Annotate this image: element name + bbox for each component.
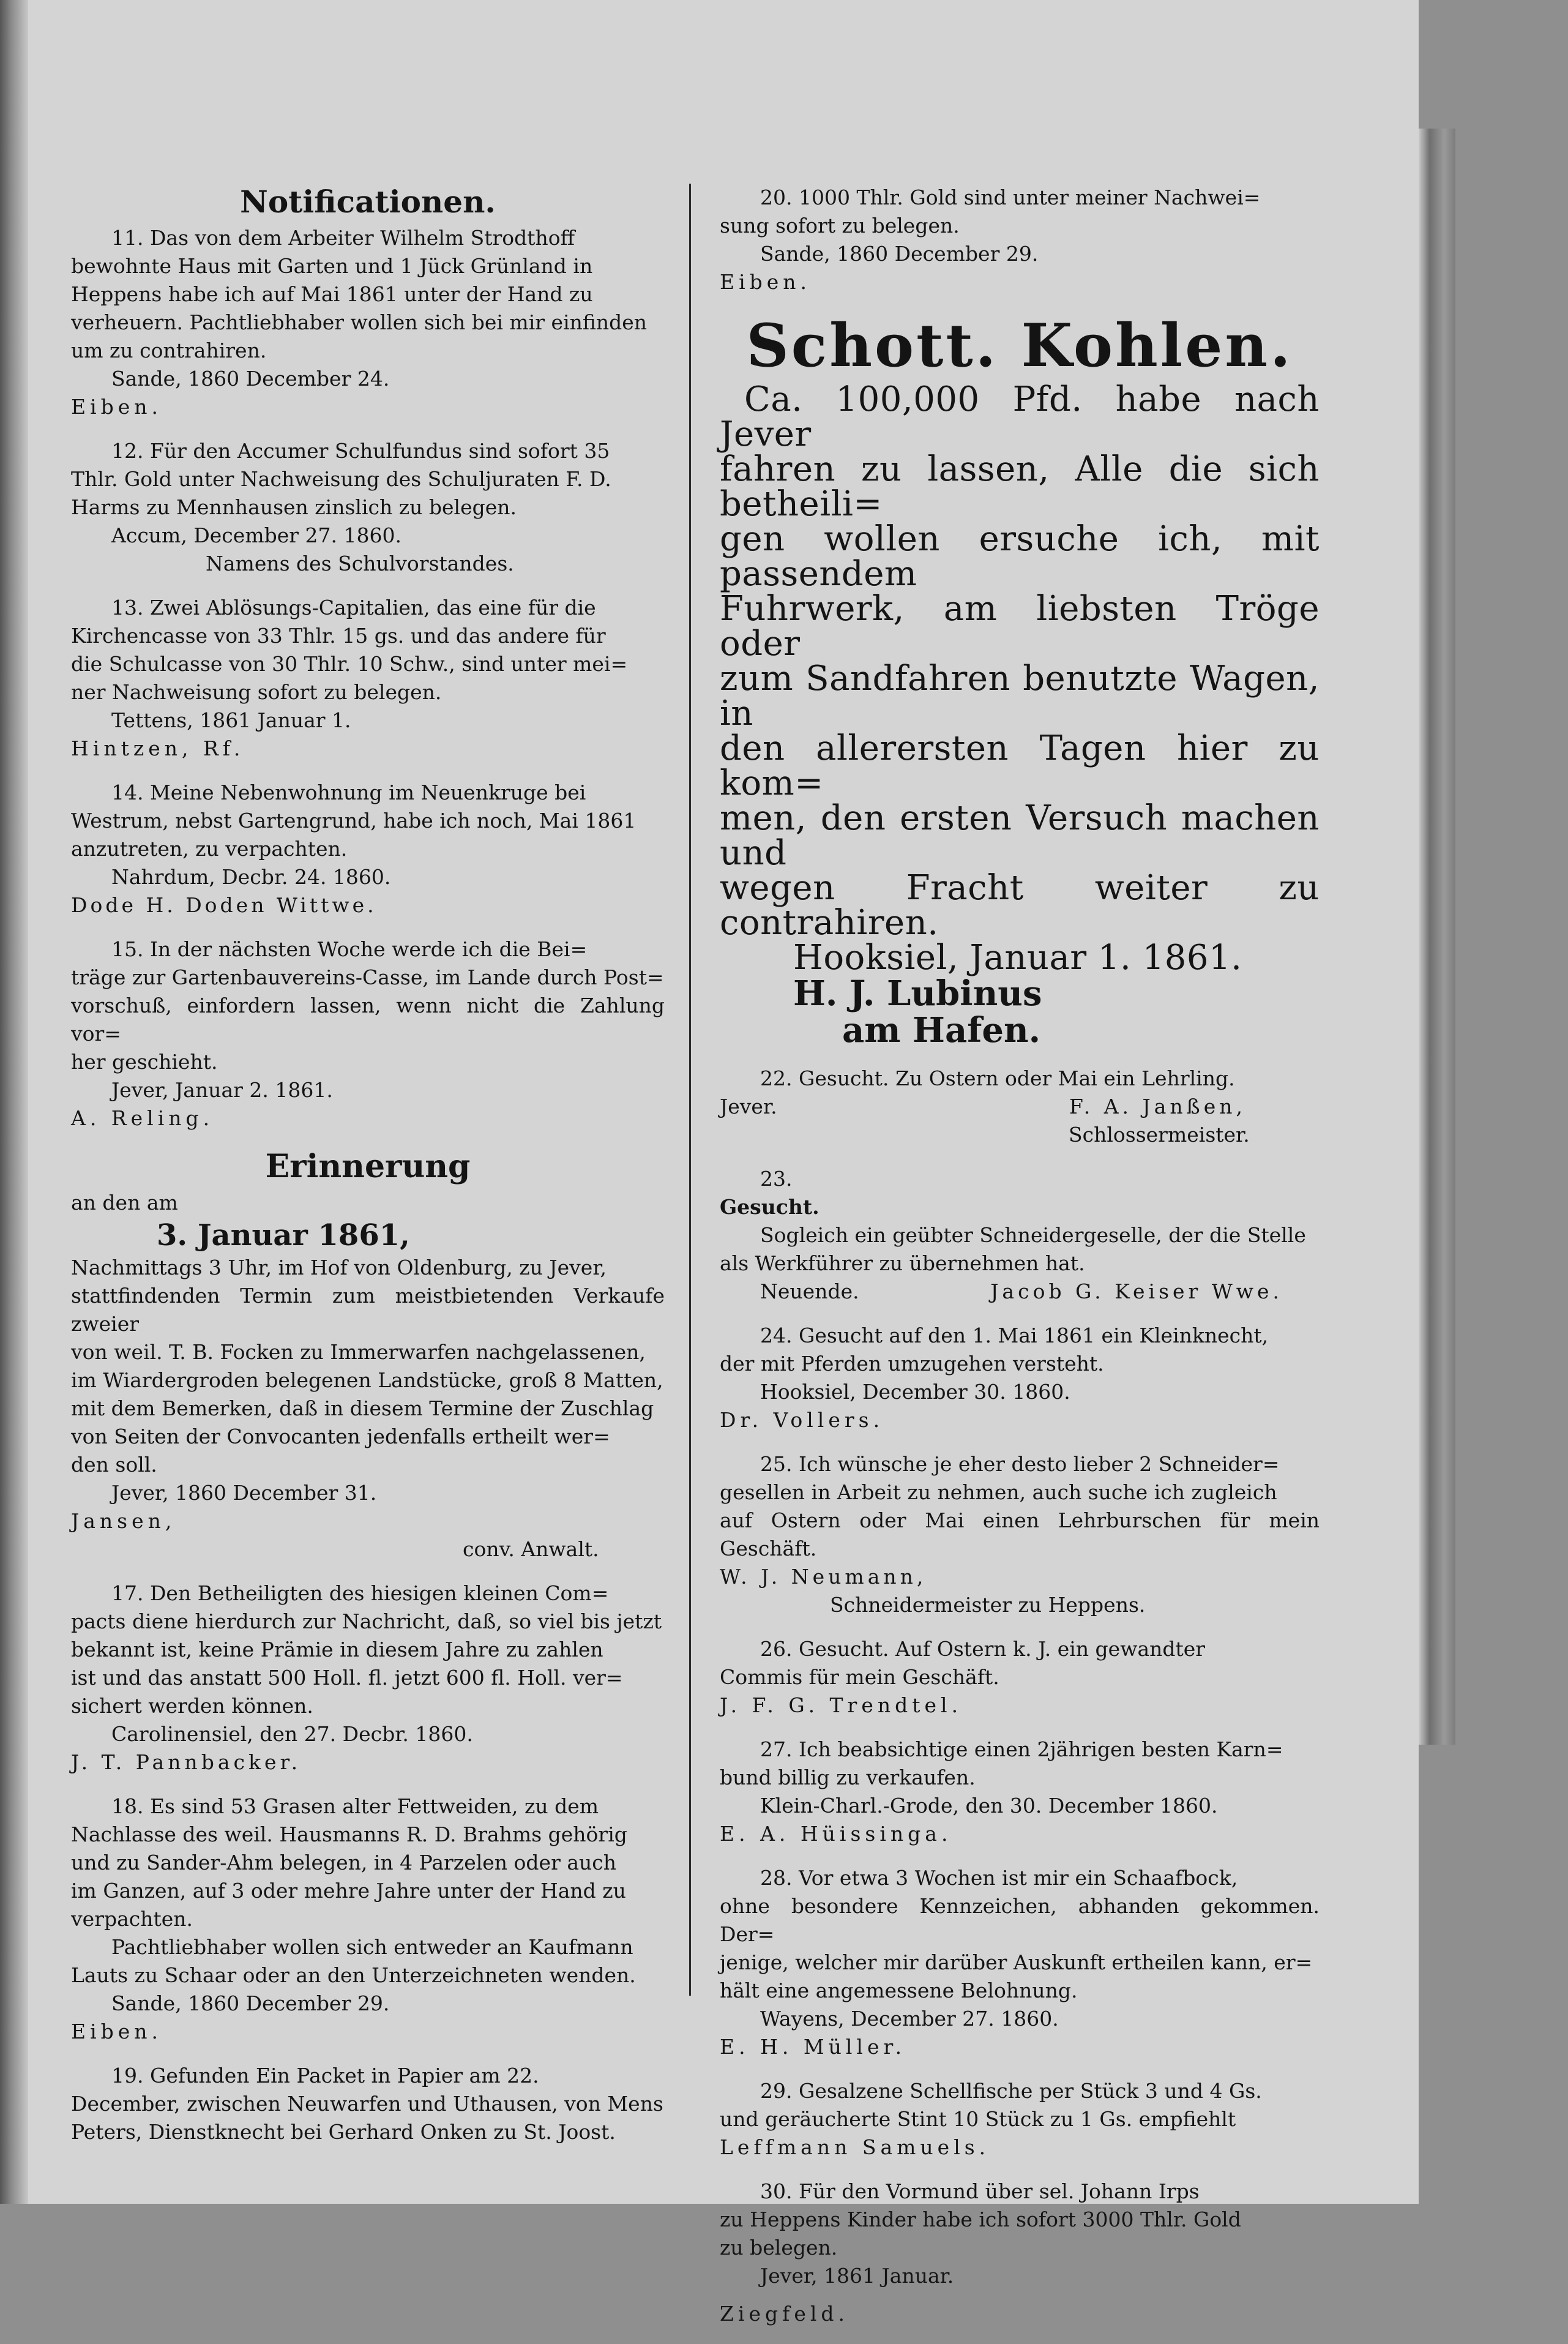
notice-line: stattfindenden Termin zum meistbietenden Verkaufe zweier <box>71 1284 665 1336</box>
notice-signature: Jansen, <box>71 1509 176 1533</box>
notice-signature: Eiben. <box>71 395 163 419</box>
notice-line: verheuern. Pachtliebhaber wollen sich bei mir einfinden <box>71 310 648 334</box>
notice-line: auf Ostern oder Mai einen Lehrburschen für mein Geschäft. <box>720 1508 1320 1560</box>
notice-line: zum Sandfahren benutzte Wagen, in <box>720 659 1320 733</box>
notice-line: her geschieht. <box>71 1050 218 1074</box>
notice-signature: Hintzen, Rf. <box>71 736 245 760</box>
kohlen-advert <box>720 312 1320 1049</box>
notice-place: Carolinensiel, den 27. Decbr. 1860. <box>111 1722 473 1746</box>
notice-place: Jever, 1860 December 31. <box>111 1481 377 1505</box>
notice-line: Lauts zu Schaar oder an den Unterzeichneten wenden. <box>71 1963 636 1987</box>
notice-signature-title: Schlossermeister. <box>1069 1123 1250 1147</box>
notice-line: 17. Den Betheiligten des hiesigen kleinen Com= <box>111 1581 609 1605</box>
notice-place: Nahrdum, Decbr. 24. 1860. <box>111 865 391 889</box>
notice-line: sichert werden können. <box>71 1694 313 1718</box>
notice-signature: Ziegfeld. <box>720 2302 849 2326</box>
notice-place: Jever. <box>720 1095 777 1118</box>
notice-signature: W. J. Neumann, <box>720 1565 927 1589</box>
erinnerung-title: Erinnerung <box>265 1148 471 1185</box>
notice-footer <box>720 1278 1320 1306</box>
notice-line: 14. Meine Nebenwohnung im Neuenkruge bei <box>111 781 586 804</box>
notice-place: Hooksiel, December 30. 1860. <box>760 1380 1070 1404</box>
section-heading: Notificationen. <box>240 184 496 220</box>
notice-line: 25. Ich wünsche je eher desto lieber 2 Schneider= <box>760 1452 1280 1476</box>
notice-signature: F. A. Janßen, <box>1069 1095 1246 1118</box>
kohlen-body <box>720 380 1320 978</box>
notice-signature: Dode H. Doden Wittwe. <box>71 893 377 917</box>
notice-place: Sande, 1860 December 29. <box>111 1991 390 2015</box>
notice-17 <box>71 1579 665 1777</box>
notice-28 <box>720 1864 1320 2061</box>
notice-line: um zu contrahiren. <box>71 339 267 362</box>
notice-line: mit dem Bemerken, daß in diesem Termine der Zuschlag <box>71 1396 654 1420</box>
notice-line: Heppens habe ich auf Mai 1861 unter der Hand zu <box>71 282 593 306</box>
notice-heading: Gesucht. <box>720 1195 819 1219</box>
notice-line: bewohnte Haus mit Garten und 1 Jück Grünland in <box>71 254 593 278</box>
notice-line: Thlr. Gold unter Nachweisung des Schuljuraten F. D. <box>71 467 611 491</box>
notice-signature: H. J. Lubinus <box>793 973 1042 1014</box>
notice-signature: A. Reling. <box>71 1106 214 1130</box>
notice-line: Westrum, nebst Gartengrund, habe ich noch, Mai 1861 <box>71 809 637 833</box>
erinnerung-notice <box>71 1148 665 1563</box>
notice-line: fahren zu lassen, Alle die sich betheili= <box>720 449 1320 524</box>
notice-line: bund billig zu verkaufen. <box>720 1765 976 1789</box>
notice-signature: E. A. Hüissinga. <box>720 1822 952 1846</box>
notice-line: Nachlasse des weil. Hausmanns R. D. Brahms gehörig <box>71 1822 627 1846</box>
notice-line: Ca. 100,000 Pfd. habe nach Jever <box>720 380 1320 454</box>
notice-15 <box>71 935 665 1133</box>
erinnerung-date: 3. Januar 1861, <box>157 1218 410 1253</box>
notice-23 <box>720 1165 1320 1306</box>
notice-line: der mit Pferden umzugehen versteht. <box>720 1352 1104 1376</box>
notice-line: Harms zu Mennhausen zinslich zu belegen. <box>71 495 517 519</box>
notice-footer <box>720 1093 1320 1121</box>
notice-18 <box>71 1792 665 2046</box>
notice-line: jenige, welcher mir darüber Auskunft ertheilen kann, er= <box>720 1950 1313 1974</box>
notice-line: im Wiardergroden belegenen Landstücke, groß 8 Matten, <box>71 1368 663 1392</box>
notice-signature: Eiben. <box>720 270 812 294</box>
notice-line: sung sofort zu belegen. <box>720 214 960 238</box>
notice-line: zu Heppens Kinder habe ich sofort 3000 Thlr. Gold <box>720 2207 1241 2231</box>
notice-signature: Dr. Vollers. <box>720 1408 884 1432</box>
notice-line: zu belegen. <box>720 2236 838 2260</box>
notice-line: December, zwischen Neuwarfen und Uthausen, von Mens <box>71 2092 663 2116</box>
notice-line: träge zur Gartenbauvereins-Casse, im Lande durch Post= <box>71 965 664 989</box>
notice-signature: E. H. Müller. <box>720 2035 906 2059</box>
notice-line: Kirchencasse von 33 Thlr. 15 gs. und das andere für <box>71 624 606 648</box>
notice-line: men, den ersten Versuch machen und <box>720 798 1320 873</box>
notice-line: gen wollen ersuche ich, mit passendem <box>720 519 1320 594</box>
notice-line: Pachtliebhaber wollen sich entweder an Kaufmann <box>111 1935 633 1959</box>
notice-signature: Jacob G. Keiser Wwe. <box>990 1279 1283 1303</box>
notice-line: 19. Gefunden Ein Packet in Papier am 22. <box>111 2064 539 2088</box>
notice-line: von Seiten der Convocanten jedenfalls ertheilt wer= <box>71 1425 610 1448</box>
erinnerung-sub: an den am <box>71 1191 178 1215</box>
notice-27 <box>720 1736 1320 1848</box>
notice-line: anzutreten, zu verpachten. <box>71 837 348 861</box>
notice-place: Jever, 1861 Januar. <box>760 2264 954 2288</box>
notice-line: 12. Für den Accumer Schulfundus sind sofort 35 <box>111 439 610 463</box>
notice-line: 20. 1000 Thlr. Gold sind unter meiner Nachwei= <box>760 185 1261 209</box>
notice-signature: J. T. Pannbacker. <box>71 1750 302 1774</box>
notice-11 <box>71 224 665 421</box>
notice-line: Sogleich ein geübter Schneidergeselle, der die Stelle <box>760 1223 1306 1247</box>
notice-signature-title: conv. Anwalt. <box>463 1537 599 1561</box>
notice-19 <box>71 2062 665 2146</box>
notice-line: hält eine angemessene Belohnung. <box>720 1979 1078 2002</box>
notice-line: 18. Es sind 53 Grasen alter Fettweiden, zu dem <box>111 1794 599 1818</box>
notice-line: ist und das anstatt 500 Holl. fl. jetzt 600 fl. Holl. ver= <box>71 1666 623 1690</box>
notice-line: 24. Gesucht auf den 1. Mai 1861 ein Kleinknecht, <box>760 1324 1269 1347</box>
notice-22 <box>720 1065 1320 1149</box>
notice-signature-title: am Hafen. <box>842 1010 1041 1050</box>
notice-place: Hooksiel, Januar 1. 1861. <box>793 938 1242 978</box>
notice-line: ohne besondere Kennzeichen, abhanden gekommen. Der= <box>720 1894 1320 1946</box>
notice-12 <box>71 437 665 578</box>
notice-number: 23. <box>760 1167 793 1191</box>
notice-place: Wayens, December 27. 1860. <box>760 2007 1059 2031</box>
right-column <box>720 184 1320 2344</box>
notice-line: den allerersten Tagen hier zu kom= <box>720 728 1320 803</box>
kohlen-title: Schott. Kohlen. <box>746 311 1293 380</box>
notice-25 <box>720 1450 1320 1619</box>
notice-line: 11. Das von dem Arbeiter Wilhelm Strodthoff <box>111 226 575 250</box>
notice-30 <box>720 2177 1320 2328</box>
notice-26 <box>720 1635 1320 1720</box>
notice-signature-title: Schneidermeister zu Heppens. <box>830 1593 1146 1617</box>
notice-line: 30. Für den Vormund über sel. Johann Irps <box>760 2179 1200 2203</box>
notice-line: und geräucherte Stint 10 Stück zu 1 Gs. empfiehlt <box>720 2107 1236 2131</box>
book-binding <box>0 0 28 2204</box>
notice-signature: Eiben. <box>71 2020 163 2043</box>
notice-line: 29. Gesalzene Schellfische per Stück 3 und 4 Gs. <box>760 2079 1262 2103</box>
notice-line: 26. Gesucht. Auf Ostern k. J. ein gewandter <box>760 1637 1206 1661</box>
notice-line: wegen Fracht weiter zu contrahiren. <box>720 868 1320 943</box>
column-rule <box>689 184 691 1996</box>
notice-line: 28. Vor etwa 3 Wochen ist mir ein Schaafbock, <box>760 1866 1238 1890</box>
notice-place: Klein-Charl.-Grode, den 30. December 1860. <box>760 1794 1218 1818</box>
notice-line: Nachmittags 3 Uhr, im Hof von Oldenburg, zu Jever, <box>71 1256 607 1279</box>
notice-line: im Ganzen, auf 3 oder mehre Jahre unter der Hand zu <box>71 1879 626 1903</box>
notice-line: die Schulcasse von 30 Thlr. 10 Schw., sind unter mei= <box>71 652 628 676</box>
notice-signature: Namens des Schulvorstandes. <box>206 552 514 575</box>
left-column <box>71 184 665 2162</box>
notice-place: Tettens, 1861 Januar 1. <box>111 708 351 732</box>
notice-line: verpachten. <box>71 1907 193 1931</box>
notice-13 <box>71 594 665 763</box>
notice-signature: Leffmann Samuels. <box>720 2135 990 2159</box>
notice-place: Jever, Januar 2. 1861. <box>111 1078 333 1102</box>
notice-line: 13. Zwei Ablösungs-Capitalien, das eine für die <box>111 596 596 620</box>
notice-line: 22. Gesucht. Zu Ostern oder Mai ein Lehrling. <box>760 1066 1235 1090</box>
notice-place: Sande, 1860 December 24. <box>111 367 390 391</box>
notice-line: und zu Sander-Ahm belegen, in 4 Parzelen oder auch <box>71 1851 616 1874</box>
notice-line: von weil. T. B. Focken zu Immerwarfen nachgelassenen, <box>71 1340 646 1364</box>
notice-14 <box>71 779 665 919</box>
notice-line: gesellen in Arbeit zu nehmen, auch suche ich zugleich <box>720 1480 1277 1504</box>
notice-line: Fuhrwerk, am liebsten Tröge oder <box>720 589 1320 664</box>
notice-line: bekannt ist, keine Prämie in diesem Jahre zu zahlen <box>71 1638 603 1661</box>
notice-line: den soll. <box>71 1453 157 1477</box>
notice-20 <box>720 184 1320 296</box>
notice-signature: J. F. G. Trendtel. <box>720 1693 963 1717</box>
page-edge <box>1419 129 1455 1745</box>
notice-place: Neuende. <box>760 1279 859 1303</box>
notice-place: Accum, December 27. 1860. <box>111 523 401 547</box>
notice-line: als Werkführer zu übernehmen hat. <box>720 1251 1085 1275</box>
notice-line: 27. Ich beabsichtige einen 2jährigen besten Karn= <box>760 1737 1283 1761</box>
notice-line: Commis für mein Geschäft. <box>720 1665 999 1689</box>
notice-line: vorschuß, einfordern lassen, wenn nicht die Zahlung vor= <box>71 994 665 1046</box>
notice-line: Peters, Dienstknecht bei Gerhard Onken zu St. Joost. <box>71 2120 616 2144</box>
notice-line: 15. In der nächsten Woche werde ich die Bei= <box>111 937 588 961</box>
notice-place: Sande, 1860 December 29. <box>760 242 1039 266</box>
notice-line: pacts diene hierdurch zur Nachricht, daß, so viel bis jetzt <box>71 1609 662 1633</box>
notice-29 <box>720 2077 1320 2162</box>
notice-24 <box>720 1322 1320 1434</box>
notice-line: ner Nachweisung sofort zu belegen. <box>71 680 442 704</box>
